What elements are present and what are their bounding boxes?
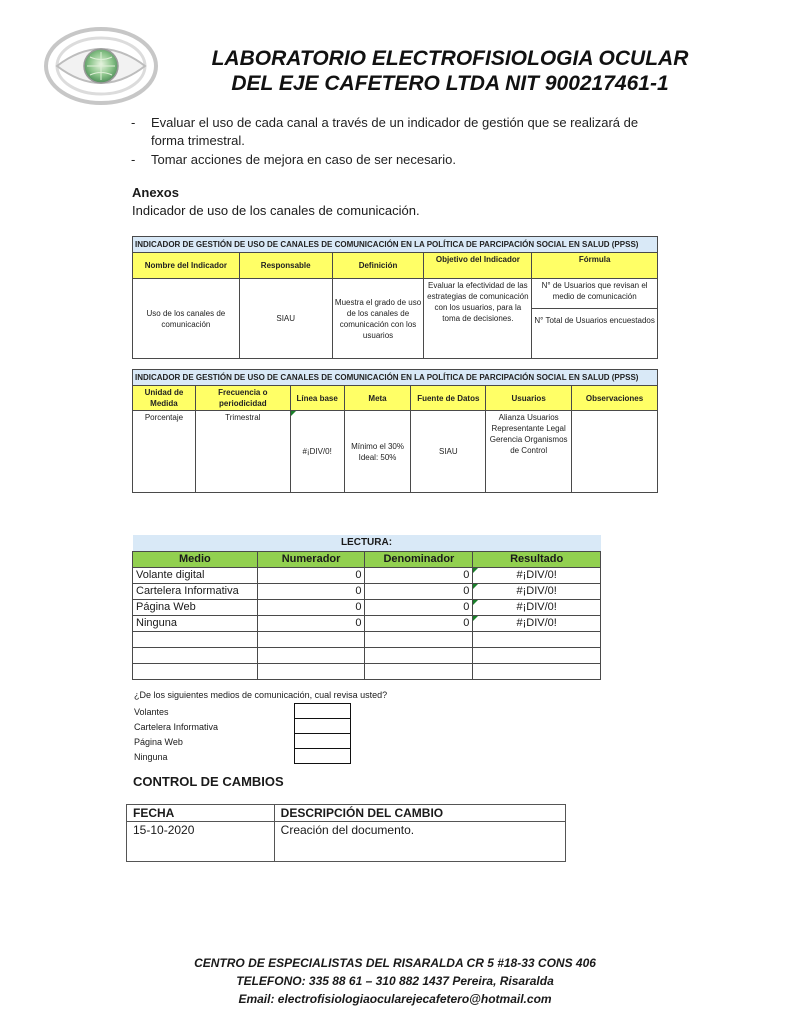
bullet-text: Tomar acciones de mejora en caso de ser necesario. xyxy=(151,152,456,167)
survey-answer-box-volantes[interactable] xyxy=(295,704,351,719)
indicator-banner: INDICADOR DE GESTIÓN DE USO DE CANALES DE COMUNICACIÓN EN LA POLÍTICA DE PARCIPACIÓN SOCIAL EN SALUD (PPSS) xyxy=(133,370,658,386)
table-row xyxy=(133,567,601,583)
column-header: Usuarios xyxy=(486,386,572,411)
indicator-table-2 xyxy=(132,369,658,493)
footer xyxy=(140,954,650,1008)
responsible-cell: SIAU xyxy=(239,279,332,359)
annex-title: Anexos xyxy=(132,185,179,200)
action-list xyxy=(131,114,671,170)
result-cell xyxy=(473,631,601,647)
denominator-cell: 0 xyxy=(365,567,473,583)
baseline-cell: #¡DIV/0! xyxy=(290,411,344,493)
description-cell: Creación del documento. xyxy=(274,822,565,862)
goal-cell: Mínimo el 30% Ideal: 50% xyxy=(344,411,411,493)
denominator-cell xyxy=(365,647,473,663)
survey-option-label: Cartelera Informativa xyxy=(134,722,219,732)
survey-answer-box-cartelera[interactable] xyxy=(295,719,351,734)
footer-email: Email: electrofisiologiaocularejecafetero@hotmail.com xyxy=(238,992,552,1006)
denominator-cell: 0 xyxy=(365,583,473,599)
table-row xyxy=(133,279,658,359)
table-row xyxy=(127,822,566,862)
medium-cell xyxy=(133,663,258,679)
column-header: Línea base xyxy=(290,386,344,411)
table-row xyxy=(133,583,601,599)
column-header: Nombre del Indicador xyxy=(133,253,240,279)
denominator-cell: 0 xyxy=(365,599,473,615)
medium-cell: Ninguna xyxy=(133,615,258,631)
footer-address: CENTRO DE ESPECIALISTAS DEL RISARALDA CR 5 #18-33 CONS 406 xyxy=(194,956,596,970)
column-header: Resultado xyxy=(473,551,601,567)
bullet-dash: - xyxy=(131,115,136,130)
table-row xyxy=(133,411,658,493)
survey-answer-box-pagina-web[interactable] xyxy=(295,734,351,749)
table-row xyxy=(133,615,601,631)
survey-option-label: Volantes xyxy=(134,707,169,717)
table-row xyxy=(133,663,601,679)
column-header: Fórmula xyxy=(532,253,658,279)
footer-phone: TELEFONO: 335 88 61 – 310 882 1437 Pereira, Risaralda xyxy=(236,974,554,988)
column-header: FECHA xyxy=(127,805,275,822)
bullet-text: Evaluar el uso de cada canal a través de un indicador de gestión que se realizará de forma trimestral. xyxy=(151,115,639,148)
column-header: Objetivo del Indicador xyxy=(424,253,532,279)
eye-logo-icon xyxy=(44,26,158,106)
medium-cell: Cartelera Informativa xyxy=(133,583,258,599)
numerator-cell: 0 xyxy=(257,567,365,583)
indicator-name-cell: Uso de los canales de comunicación xyxy=(133,279,240,359)
column-header: Unidad de Medida xyxy=(133,386,196,411)
indicator-table-1 xyxy=(132,236,658,359)
objective-cell: Evaluar la efectividad de las estrategias de comunicación con los usuarios, para la toma de decisiones. xyxy=(424,279,532,359)
column-header: Fuente de Datos xyxy=(411,386,486,411)
denominator-cell xyxy=(365,631,473,647)
observations-cell xyxy=(572,411,658,493)
result-cell: #¡DIV/0! xyxy=(473,615,601,631)
list-item xyxy=(131,151,671,169)
numerator-cell: 0 xyxy=(257,615,365,631)
result-cell: #¡DIV/0! xyxy=(473,567,601,583)
numerator-cell xyxy=(257,631,365,647)
reading-banner: LECTURA: xyxy=(133,535,601,551)
result-cell: #¡DIV/0! xyxy=(473,583,601,599)
change-control-title: CONTROL DE CAMBIOS xyxy=(133,774,284,789)
column-header: DESCRIPCIÓN DEL CAMBIO xyxy=(274,805,565,822)
medium-cell xyxy=(133,631,258,647)
data-source-cell: SIAU xyxy=(411,411,486,493)
formula-numerator: N° de Usuarios que revisan el medio de comunicación xyxy=(532,280,657,309)
company-title-line1: LABORATORIO ELECTROFISIOLOGIA OCULAR xyxy=(211,47,689,70)
column-header: Frecuencia o periodicidad xyxy=(195,386,290,411)
company-title xyxy=(170,46,730,96)
survey-answer-box-ninguna[interactable] xyxy=(295,749,351,764)
survey-options xyxy=(134,705,218,765)
numerator-cell xyxy=(257,663,365,679)
definition-cell: Muestra el grado de uso de los canales de comunicación con los usuarios xyxy=(332,279,424,359)
denominator-cell: 0 xyxy=(365,615,473,631)
formula-denominator: N° Total de Usuarios encuestados xyxy=(534,316,655,325)
date-cell: 15-10-2020 xyxy=(127,822,275,862)
company-title-line2: DEL EJE CAFETERO LTDA NIT 900217461-1 xyxy=(231,72,669,95)
column-header: Definición xyxy=(332,253,424,279)
denominator-cell xyxy=(365,663,473,679)
survey-answer-boxes xyxy=(294,703,351,764)
column-header: Denominador xyxy=(365,551,473,567)
table-row xyxy=(133,647,601,663)
numerator-cell: 0 xyxy=(257,583,365,599)
column-header: Observaciones xyxy=(572,386,658,411)
column-header: Numerador xyxy=(257,551,365,567)
result-cell: #¡DIV/0! xyxy=(473,599,601,615)
reading-table xyxy=(132,535,601,680)
survey-option-label: Ninguna xyxy=(134,752,168,762)
list-item xyxy=(131,114,671,150)
table-row xyxy=(133,599,601,615)
numerator-cell: 0 xyxy=(257,599,365,615)
survey-option-label: Página Web xyxy=(134,737,183,747)
unit-cell: Porcentaje xyxy=(133,411,196,493)
table-row xyxy=(133,631,601,647)
frequency-cell: Trimestral xyxy=(195,411,290,493)
indicator-banner: INDICADOR DE GESTIÓN DE USO DE CANALES DE COMUNICACIÓN EN LA POLÍTICA DE PARCIPACIÓN SOCIAL EN SALUD (PPSS) xyxy=(133,237,658,253)
result-cell xyxy=(473,663,601,679)
annex-subtitle: Indicador de uso de los canales de comunicación. xyxy=(132,203,420,218)
numerator-cell xyxy=(257,647,365,663)
users-cell: Alianza Usuarios Representante Legal Gerencia Organismos de Control xyxy=(486,411,572,493)
result-cell xyxy=(473,647,601,663)
medium-cell: Página Web xyxy=(133,599,258,615)
column-header: Medio xyxy=(133,551,258,567)
bullet-dash: - xyxy=(131,152,136,167)
medium-cell xyxy=(133,647,258,663)
medium-cell: Volante digital xyxy=(133,567,258,583)
column-header: Meta xyxy=(344,386,411,411)
change-control-table xyxy=(126,804,566,862)
survey-question: ¿De los siguientes medios de comunicación, cual revisa usted? xyxy=(134,690,388,700)
column-header: Responsable xyxy=(239,253,332,279)
formula-cell xyxy=(532,279,658,359)
